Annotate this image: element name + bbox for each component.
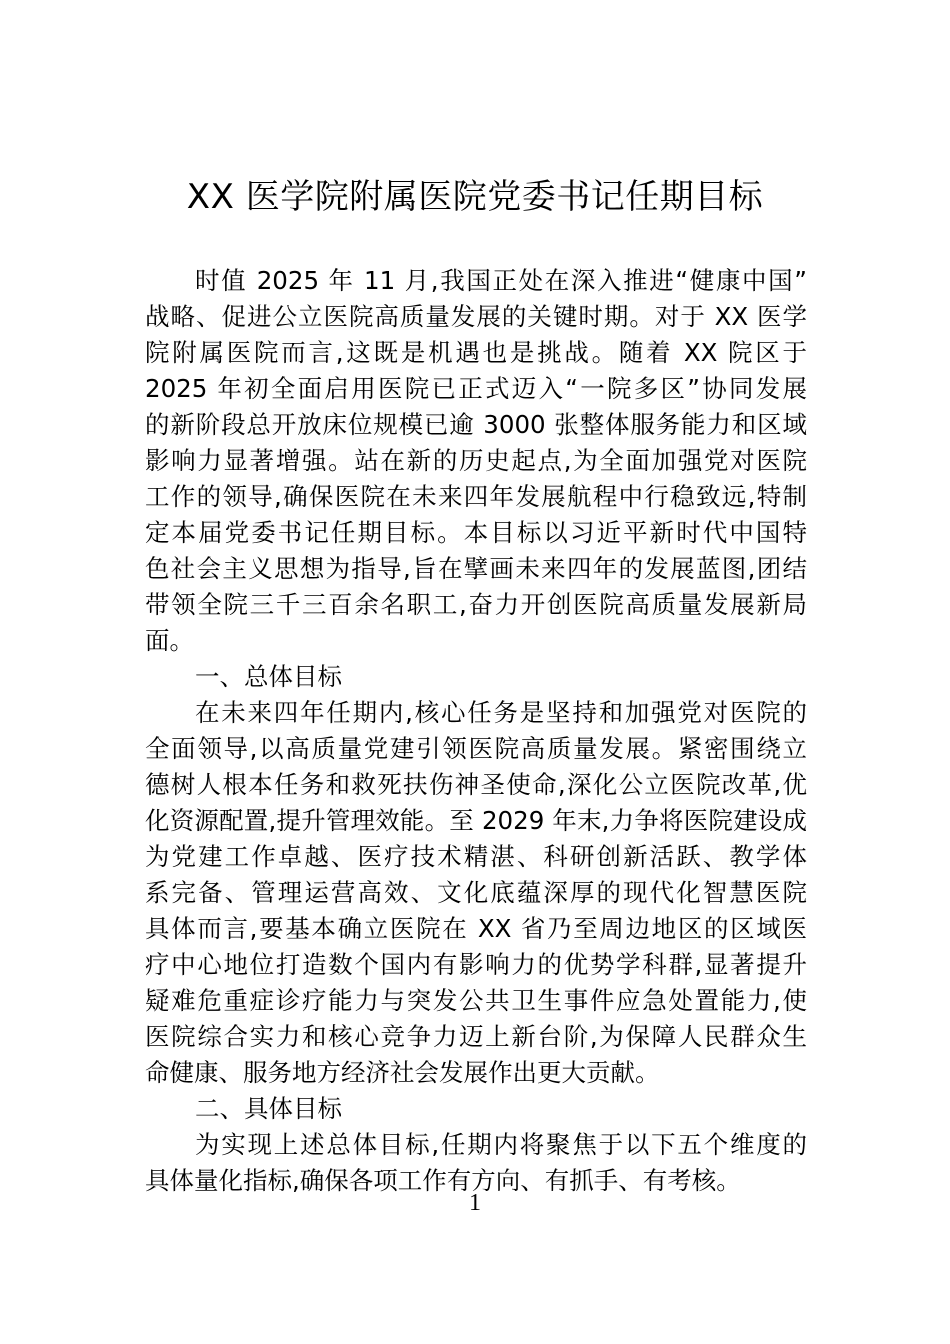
- paragraph-line: 为实现上述总体目标,任期内将聚焦于以下五个维度的: [195, 1130, 807, 1159]
- paragraph-line: 具体量化指标,确保各项工作有方向、有抓手、有考核。: [145, 1166, 741, 1195]
- paragraph-line: 影响力显著增强。站在新的历史起点,为全面加强党对医院: [145, 446, 807, 475]
- paragraph-line: 命健康、服务地方经济社会发展作出更大贡献。: [145, 1058, 660, 1087]
- paragraph-line: 时值 2025 年 11 月,我国正处在深入推进“健康中国”: [195, 266, 807, 295]
- paragraph-line: 2025 年初全面启用医院已正式迈入“一院多区”协同发展: [145, 374, 807, 403]
- paragraph-line: 的新阶段总开放床位规模已逾 3000 张整体服务能力和区域: [145, 410, 807, 439]
- paragraph-line: 具体而言,要基本确立医院在 XX 省乃至周边地区的区域医: [145, 914, 807, 943]
- paragraph-line: 医院综合实力和核心竞争力迈上新台阶,为保障人民群众生: [145, 1022, 807, 1051]
- paragraph-line: 院附属医院而言,这既是机遇也是挑战。随着 XX 院区于: [145, 338, 807, 367]
- paragraph-line: 带领全院三千三百余名职工,奋力开创医院高质量发展新局: [145, 590, 807, 619]
- paragraph-line: 德树人根本任务和救死扶伤神圣使命,深化公立医院改革,优: [145, 770, 807, 799]
- section-heading-overall-goals: 一、总体目标: [195, 662, 342, 691]
- paragraph-line: 疑难危重症诊疗能力与突发公共卫生事件应急处置能力,使: [145, 986, 807, 1015]
- paragraph-line: 全面领导,以高质量党建引领医院高质量发展。紧密围绕立: [145, 734, 807, 763]
- paragraph-line: 面。: [145, 626, 194, 655]
- paragraph-line: 在未来四年任期内,核心任务是坚持和加强党对医院的: [195, 698, 807, 727]
- document-title: XX 医学院附属医院党委书记任期目标: [186, 177, 764, 217]
- paragraph-line: 疗中心地位打造数个国内有影响力的优势学科群,显著提升: [145, 950, 807, 979]
- page-number: 1: [469, 1190, 481, 1216]
- paragraph-line: 化资源配置,提升管理效能。至 2029 年末,力争将医院建设成: [145, 806, 807, 835]
- paragraph-line: 定本届党委书记任期目标。本目标以习近平新时代中国特: [145, 518, 807, 547]
- paragraph-line: 色社会主义思想为指导,旨在擘画未来四年的发展蓝图,团结: [145, 554, 807, 583]
- paragraph-line: 为党建工作卓越、医疗技术精湛、科研创新活跃、教学体: [145, 842, 807, 871]
- paragraph-line: 系完备、管理运营高效、文化底蕴深厚的现代化智慧医院: [145, 878, 807, 907]
- paragraph-line: 战略、促进公立医院高质量发展的关键时期。对于 XX 医学: [145, 302, 807, 331]
- section-heading-specific-goals: 二、具体目标: [195, 1094, 342, 1123]
- paragraph-line: 工作的领导,确保医院在未来四年发展航程中行稳致远,特制: [145, 482, 807, 511]
